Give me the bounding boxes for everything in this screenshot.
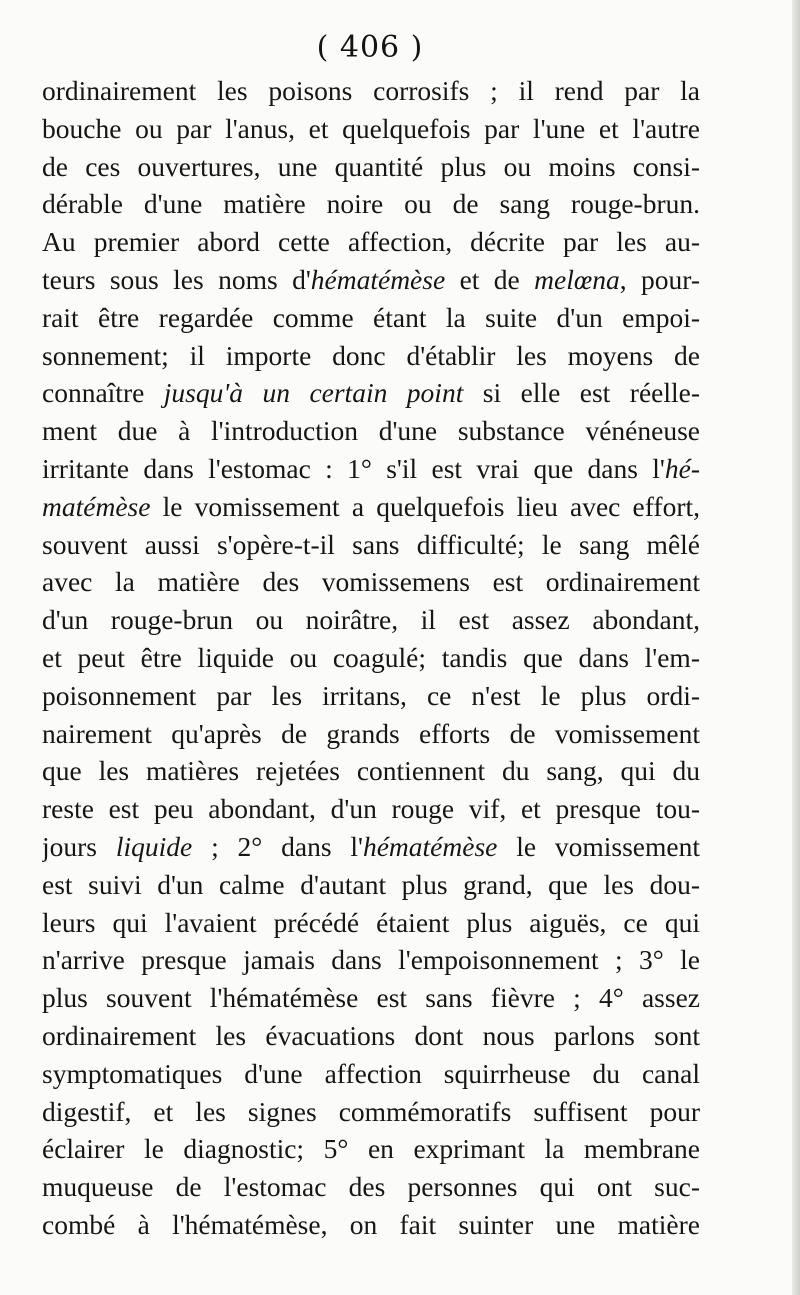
text-line: avec la matière des vomissemens est ordinairement (42, 566, 700, 598)
text-line: poisonnement par les irritans, ce n'est le plus ordi- (42, 679, 700, 711)
text-line: sonnement; il importe donc d'établir les moyens de (42, 339, 700, 371)
text-segment: jours (42, 830, 116, 862)
italic-term: jusqu'à un certain point (163, 377, 464, 409)
text-line: est suivi d'un calme d'autant plus grand, que les dou- (42, 868, 700, 900)
text-line (42, 488, 700, 526)
text-line: n'arrive presque jamais dans l'empoisonnement ; 3° le (42, 944, 700, 976)
italic-term: hématémèse (362, 830, 498, 862)
italic-term: matémèse (42, 490, 151, 522)
text-line (42, 374, 700, 412)
text-line: d'un rouge-brun ou noirâtre, il est assez abondant, (42, 604, 700, 636)
text-line: ment due à l'introduction d'une substance vénéneuse (42, 415, 700, 447)
text-line (42, 261, 700, 299)
text-line: éclairer le diagnostic; 5° en exprimant la membrane (42, 1133, 700, 1165)
text-line: de ces ouvertures, une quantité plus ou moins consi- (42, 150, 700, 182)
text-line: nairement qu'après de grands efforts de vomissement (42, 717, 700, 749)
text-segment: le vomissement a quelquefois lieu avec effort, (150, 490, 700, 522)
text-segment: et de (445, 263, 535, 295)
italic-term: liquide (115, 830, 193, 862)
text-line: ordinairement les évacuations dont nous parlons sont (42, 1019, 700, 1051)
text-line: plus souvent l'hématémèse est sans fièvre ; 4° assez (42, 982, 700, 1014)
italic-term: melœna (534, 263, 620, 295)
text-line (42, 828, 700, 866)
text-segment: teurs sous les noms d' (42, 263, 311, 295)
text-segment: irritante dans l'estomac : 1° s'il est vrai que dans l' (42, 452, 665, 484)
page-edge-shadow (792, 0, 800, 1295)
text-line: dérable d'une matière noire ou de sang rouge-brun. (42, 188, 700, 220)
text-line: bouche ou par l'anus, et quelquefois par l'une et l'autre (42, 112, 700, 144)
page-number: ( 406 ) (316, 30, 424, 65)
text-line: symptomatiques d'une affection squirrheuse du canal (42, 1057, 700, 1089)
text-line: combé à l'hématémèse, on fait suinter une matière (42, 1208, 700, 1240)
text-line: rait être regardée comme étant la suite d'un empoi- (42, 301, 700, 333)
text-line: souvent aussi s'opère-t-il sans difficulté; le sang mêlé (42, 528, 700, 560)
text-line: digestif, et les signes commémoratifs suffisent pour (42, 1095, 700, 1127)
text-line: Au premier abord cette affection, décrite par les au- (42, 226, 700, 258)
text-line: que les matières rejetées contiennent du sang, qui du (42, 755, 700, 787)
text-line (42, 450, 700, 488)
text-line: leurs qui l'avaient précédé étaient plus aiguës, ce qui (42, 906, 700, 938)
text-segment: si elle est réelle- (463, 377, 700, 409)
text-line: et peut être liquide ou coagulé; tandis que dans l'em- (42, 641, 700, 673)
text-line: ordinairement les poisons corrosifs ; il rend par la (42, 75, 700, 106)
text-segment: connaître (42, 377, 164, 409)
body-text (42, 72, 700, 1244)
text-segment: ; 2° dans l' (192, 830, 363, 862)
text-line: muqueuse de l'estomac des personnes qui ont suc- (42, 1171, 700, 1203)
text-segment: le vomissement (497, 830, 700, 862)
text-line: reste est peu abondant, d'un rouge vif, et presque tou- (42, 793, 700, 825)
text-segment: , pour- (619, 263, 700, 295)
italic-term: hé- (664, 452, 700, 484)
italic-term: hématémèse (310, 263, 446, 295)
